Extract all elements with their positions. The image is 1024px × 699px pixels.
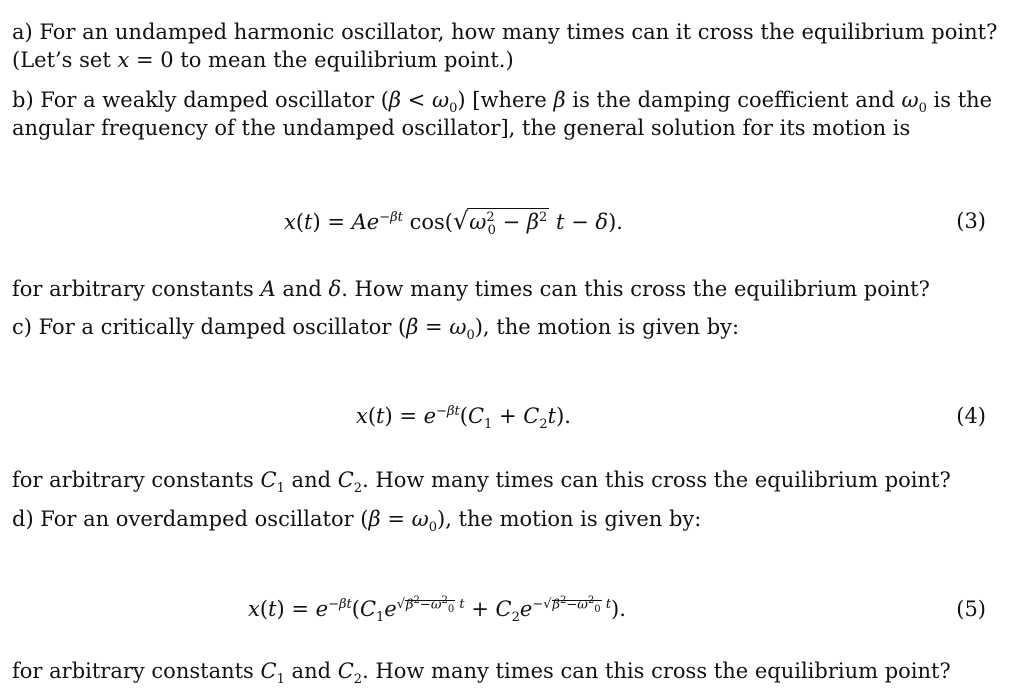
part-c-line-1: c) For a critically damped oscillator $(\beta = \omega_0)$, the motion is given by: [12, 315, 740, 344]
part-a-line-2: (Let’s set x = 0 to mean the equilibrium point.) [12, 48, 514, 72]
equation-number-4: (4) [956, 404, 986, 428]
part-b-after: for arbitrary constants A and δ. How many times can this cross the equilibrium point? [12, 277, 930, 301]
equation-4: $x(t) = e^{-\beta t}(C_1 + C_2t)$. [356, 404, 571, 433]
equation-number-3: (3) [956, 209, 986, 233]
part-a-line-1: a) For an undamped harmonic oscillator, how many times can it cross the equilibrium point? [12, 20, 998, 44]
equation-number-5: (5) [956, 597, 986, 621]
part-b-line-2: angular frequency of the undamped oscillator], the general solution for its motion is [12, 116, 911, 140]
part-d-line-1: d) For an overdamped oscillator $(\beta = \omega_0)$, the motion is given by: [12, 507, 702, 536]
part-b-line-1: b) For a weakly damped oscillator $(\beta < \omega_0)$ [where β is the damping coefficient and $\omega_0$ is the [12, 88, 993, 117]
equation-5: $x(t) = e^{-\beta t}(C_1e^{√\beta^2-\omega^2_0 t} + C_2e^{-√\beta^2-\omega^2_0 t})$. [248, 594, 626, 626]
equation-3: $x(t) = Ae^{-\beta t}$ $\cos(√\omega^2_0 - \beta^2$ t − δ). [284, 207, 623, 239]
part-c-after: for arbitrary constants $C_1$ and $C_2$. How many times can this cross the equilibrium point? [12, 468, 951, 497]
part-d-after: for arbitrary constants $C_1$ and $C_2$. How many times can this cross the equilibrium point? [12, 659, 951, 688]
